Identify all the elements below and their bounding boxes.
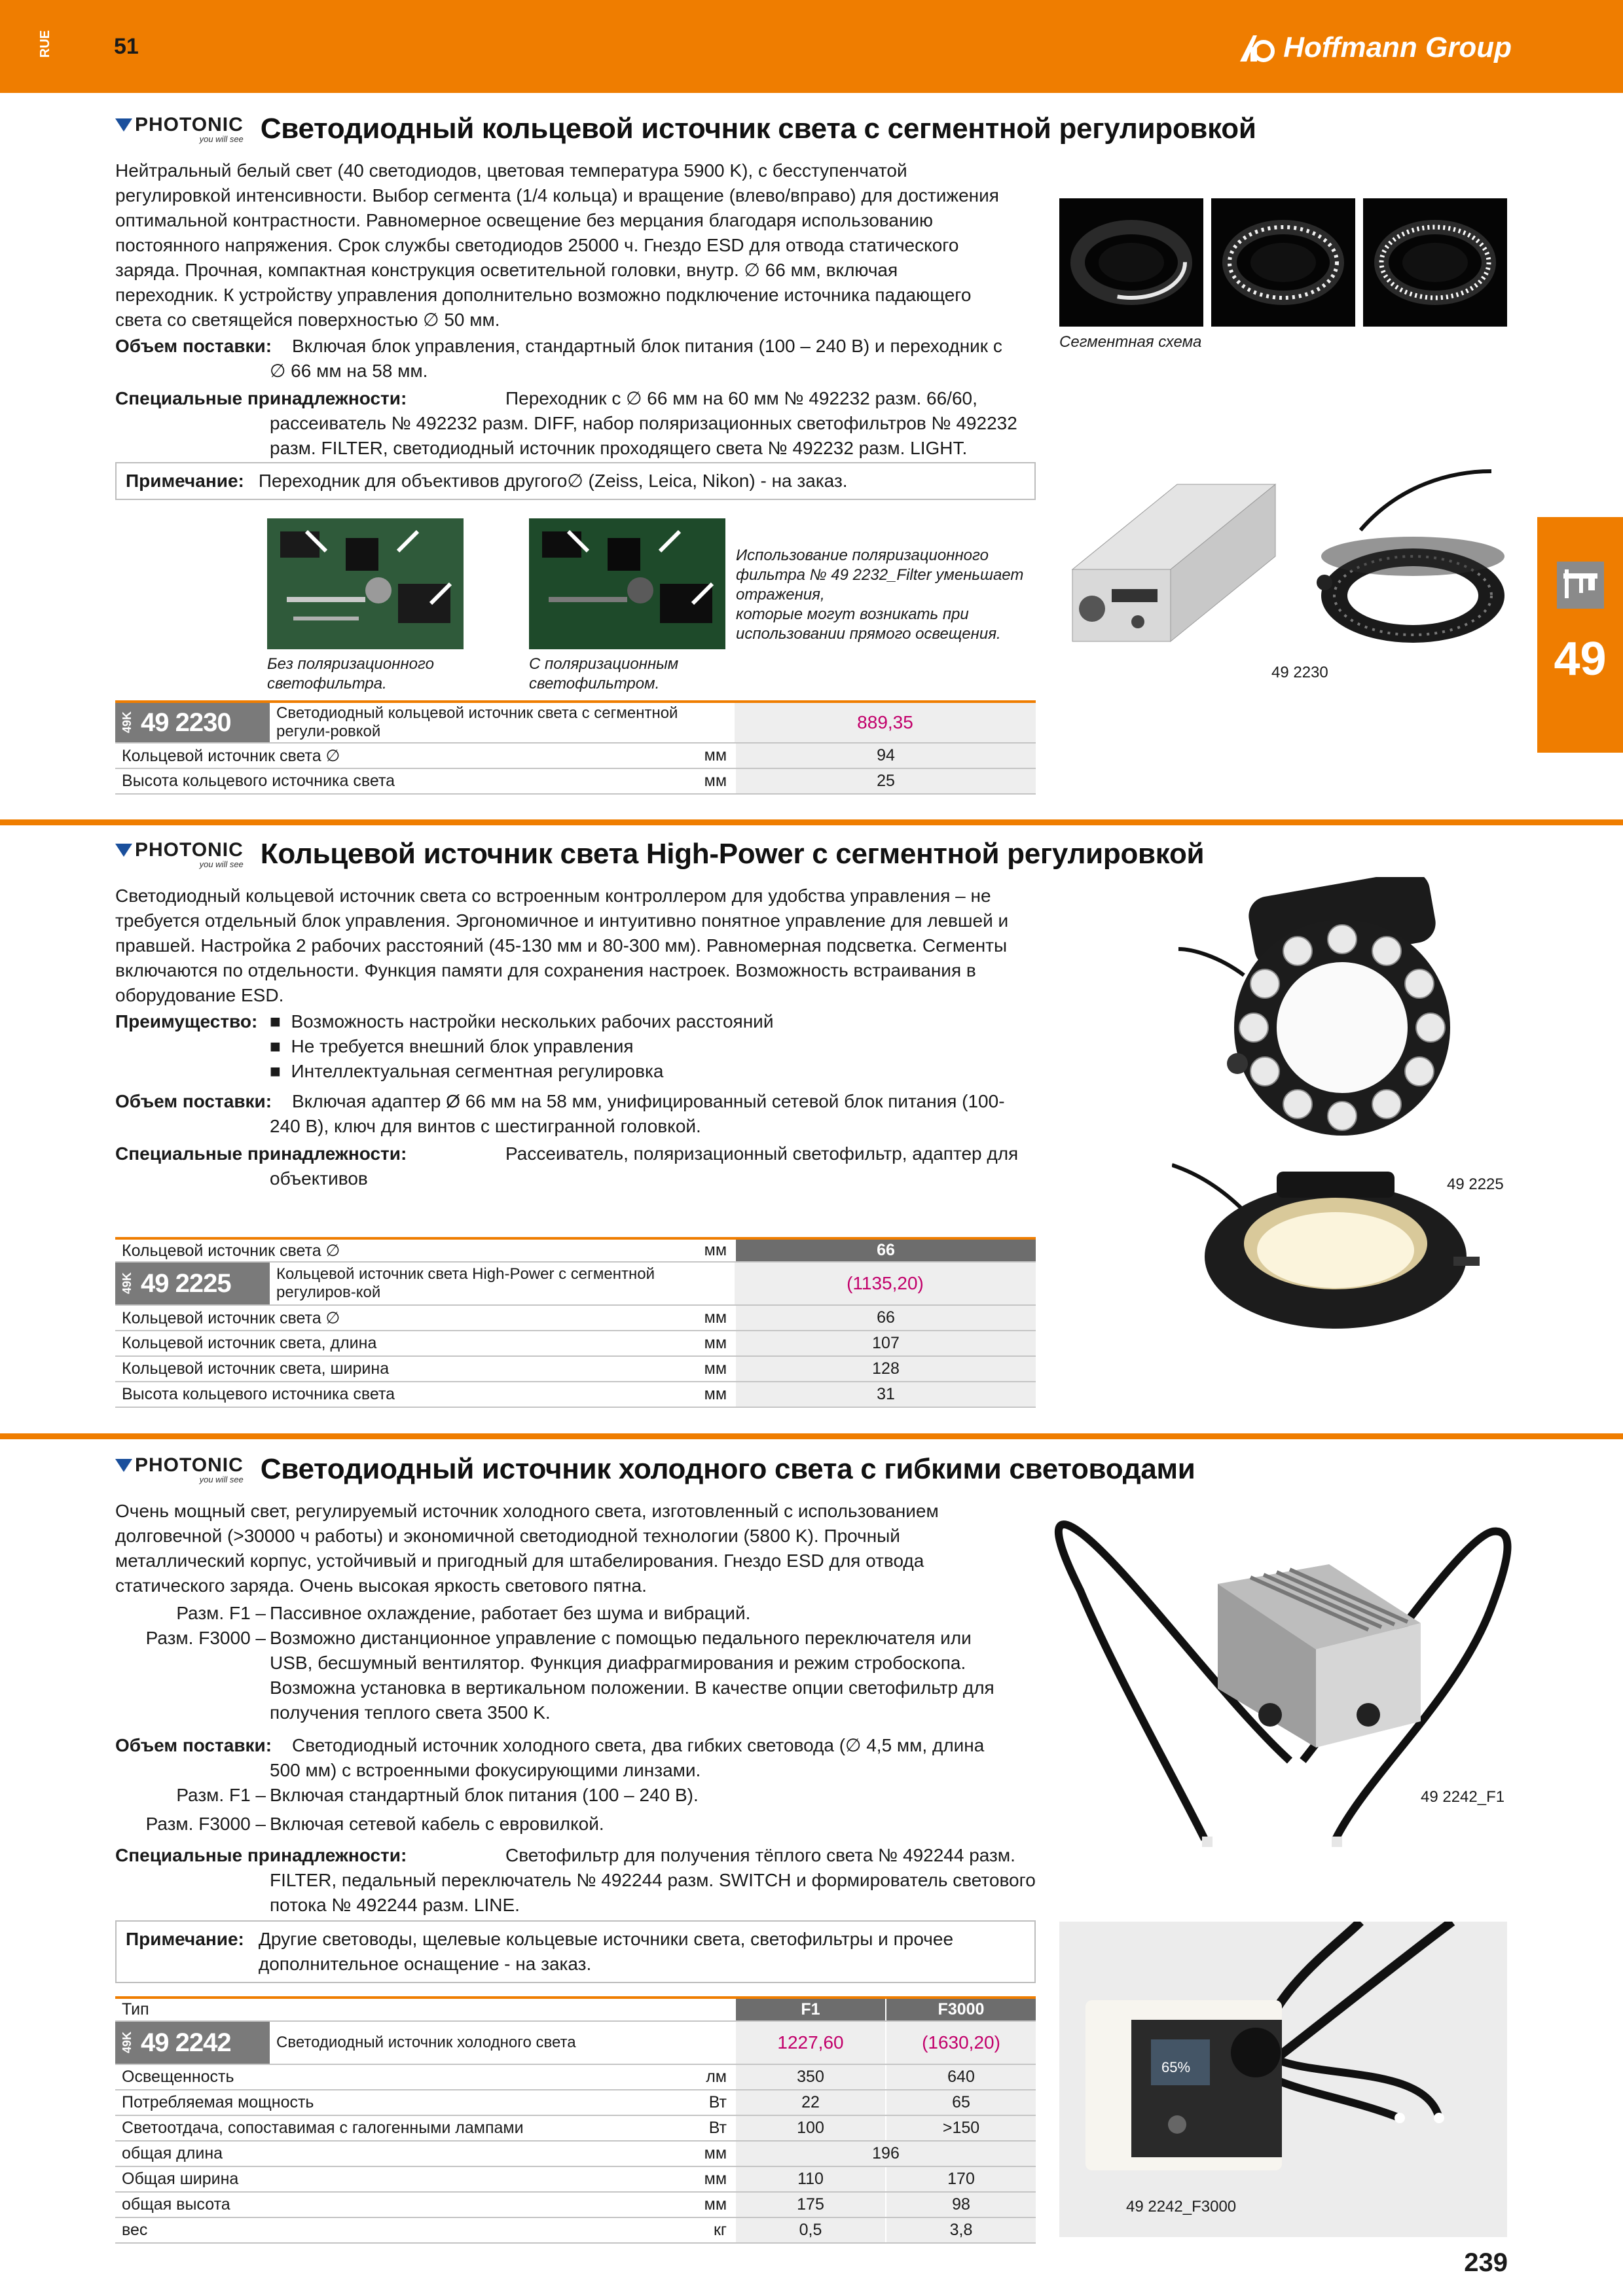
spec-value: 107 <box>735 1331 1036 1355</box>
advantage-item: Интеллектуальная сегментная регулировка <box>291 1061 664 1081</box>
variant-text: Включая стандартный блок питания (100 – 240 В). <box>270 1785 699 1805</box>
desc-line: долговечной (>30000 ч работы) и экономичной светодиодной технологии (5800 K). Прочный <box>115 1526 900 1546</box>
article-price-f1: 1227,60 <box>735 2022 885 2064</box>
desc-line: оборудование ESD. <box>115 985 284 1005</box>
spec-name: Высота кольцевого источника света <box>122 1385 395 1403</box>
spec-name: Общая ширина <box>122 2170 239 2188</box>
article-number: 49 2242 <box>141 2028 231 2057</box>
caption-line: С поляризационным <box>529 655 679 673</box>
product-image-492230 <box>1059 445 1511 668</box>
photonic-triangle-icon <box>115 1459 132 1472</box>
section-divider <box>0 819 1623 825</box>
spec-name: Кольцевой источник света ∅ <box>122 1241 340 1260</box>
desc-line: света со светящейся поверхностью ∅ 50 мм. <box>115 310 500 330</box>
article-row[interactable] <box>115 700 1036 744</box>
section3-description <box>115 1499 1045 1598</box>
note-text: Другие световоды, щелевые кольцевые источники света, светофильтры и прочее <box>258 1929 954 1949</box>
spec-unit: мм <box>704 1334 727 1352</box>
spec-value: 66 <box>735 1306 1036 1330</box>
caption-line: Без поляризационного <box>267 655 434 673</box>
note-text: дополнительное оснащение - на заказ. <box>258 1954 592 1974</box>
page-number: 239 <box>1464 2248 1508 2277</box>
article-badge <box>115 703 270 742</box>
photonic-logo <box>115 1456 244 1484</box>
spec-unit: лм <box>706 2068 727 2086</box>
segment-image-3 <box>1363 198 1507 327</box>
section2-advantages <box>115 1009 1045 1084</box>
spec-unit: мм <box>704 745 727 764</box>
spec-unit: мм <box>704 1308 727 1327</box>
desc-line: переходник. К устройству управления дополнительно возможно подключение источника падающего <box>115 285 972 305</box>
filter-caption <box>736 546 1023 644</box>
spec-unit: мм <box>704 1385 727 1403</box>
section1-accessories <box>115 386 1045 461</box>
table-header-row <box>115 1996 1036 2022</box>
spec-unit: мм <box>704 1240 727 1259</box>
variant-text: получения теплого света 3500 K. <box>270 1702 551 1723</box>
product-image-492225-top <box>1172 877 1473 1139</box>
advantage-item: Не требуется внешний блок управления <box>291 1036 634 1056</box>
spec-name: Потребляемая мощность <box>122 2093 314 2111</box>
section3-title: Светодиодный источник холодного света с гибкими световодами <box>260 1453 1195 1485</box>
spec-value-f1: 0,5 <box>735 2218 885 2242</box>
f3000-illustration <box>1059 1922 1507 2237</box>
article-description: Кольцевой источник света High-Power с сегментной регулиров-кой <box>276 1265 655 1301</box>
segment-image-1 <box>1059 198 1203 327</box>
caption-line: использовании прямого освещения. <box>736 625 1001 643</box>
product-image-492242-f1 <box>1054 1499 1512 1865</box>
supply-text: 240 В), ключ для винтов с шестигранной головкой. <box>270 1116 701 1136</box>
spec-name: общая длина <box>122 2144 223 2162</box>
note-label: Примечание: <box>126 1929 244 1949</box>
accessories-text: потока № 492244 разм. LINE. <box>270 1895 520 1915</box>
caption-line: светофильтром. <box>529 675 660 692</box>
desc-line: оптимальной контрастности. Равномерное освещение без мерцания благодаря использованию <box>115 210 934 230</box>
spec-name: Высота кольцевого источника света <box>122 772 395 790</box>
product-caption-f3000: 49 2242_F3000 <box>1126 2198 1237 2215</box>
article-prefix: 49K <box>120 1272 134 1295</box>
logo-name: PHOTONIC <box>135 113 244 135</box>
table-row <box>115 2116 1036 2142</box>
table-row <box>115 2193 1036 2218</box>
pcb-caption-1 <box>267 655 434 694</box>
note-label: Примечание: <box>126 471 244 491</box>
supply-label: Объем поставки: <box>115 336 272 356</box>
photonic-logo <box>115 115 244 143</box>
product-image-492225-bottom <box>1172 1158 1480 1342</box>
photonic-triangle-icon <box>115 118 132 132</box>
section-divider <box>0 1433 1623 1439</box>
f3000-screen-readout: 65% <box>1161 2059 1191 2075</box>
article-number: 49 2230 <box>141 708 231 737</box>
advantage-label: Преимущество: <box>115 1011 258 1031</box>
article-badge <box>115 2022 270 2064</box>
article-number: 49 2225 <box>141 1268 231 1298</box>
photonic-logo <box>115 840 244 869</box>
spec-value-f1: 350 <box>735 2065 885 2089</box>
product-caption-492230: 49 2230 <box>1271 664 1328 681</box>
spec-unit: Вт <box>708 2093 727 2111</box>
section2-title: Кольцевой источник света High-Power с сегментной регулировкой <box>260 838 1205 870</box>
supply-text: Включая блок управления, стандартный блок питания (100 – 240 В) и переходник с <box>292 336 1002 356</box>
table-row <box>115 1382 1036 1408</box>
accessories-text: Рассеиватель, поляризационный светофильтр, адаптер для <box>505 1143 1019 1164</box>
table-header-row <box>115 1237 1036 1263</box>
section2-description <box>115 884 1045 1008</box>
segment-caption: Сегментная схема <box>1059 333 1202 351</box>
bullet: ■ <box>270 1061 291 1081</box>
accessories-text: объективов <box>270 1168 368 1189</box>
spec-value-f3000: 640 <box>885 2065 1036 2089</box>
spec-value-f1: 110 <box>735 2167 885 2191</box>
spec-unit: мм <box>704 2195 727 2214</box>
section1-supply <box>115 334 1045 384</box>
segment-image-2 <box>1211 198 1355 327</box>
chapter-number: 49 <box>1554 633 1607 685</box>
table-row <box>115 2065 1036 2090</box>
supply-text: Включая адаптер Ø 66 мм на 58 мм, унифицированный сетевой блок питания (100- <box>292 1091 1005 1111</box>
supply-text: ∅ 66 мм на 58 мм. <box>270 361 428 381</box>
desc-line: заряда. Прочная, компактная конструкция осветительной головки, внутр. ∅ 66 мм, включая <box>115 260 898 280</box>
logo-name: PHOTONIC <box>135 1454 244 1476</box>
article-description: Светодиодный источник холодного света <box>276 2034 576 2051</box>
pcb-image-with-filter <box>529 518 725 649</box>
variant-label: Разм. F3000 – <box>145 1628 266 1648</box>
supply-text: Светодиодный источник холодного света, два гибких световода (∅ 4,5 мм, длина <box>292 1735 985 1755</box>
spec-name: общая высота <box>122 2195 230 2214</box>
spec-value: 128 <box>735 1357 1036 1381</box>
supply-text: 500 мм) с встроенными фокусирующими линзами. <box>270 1760 701 1780</box>
desc-line: регулировкой интенсивности. Выбор сегмента (1/4 кольца) и вращение (влево/вправо) для достижения <box>115 185 999 206</box>
caption-line: которые могут возникать при <box>736 605 969 623</box>
spec-unit: мм <box>704 2170 727 2188</box>
spec-value-f3000: 170 <box>885 2167 1036 2191</box>
type-label: Тип <box>122 2000 149 2018</box>
section3-supply <box>115 1733 1045 1837</box>
caption-line: фильтра № 49 2232_Filter уменьшает <box>736 566 1024 584</box>
spec-name: Кольцевой источник света ∅ <box>122 1308 340 1327</box>
spec-value-f1: 22 <box>735 2090 885 2115</box>
table-row <box>115 1357 1036 1382</box>
variant-label: Разм. F1 – <box>176 1785 266 1805</box>
section3-table <box>115 1996 1036 2244</box>
table-row <box>115 769 1036 795</box>
desc-line: металлический корпус, устойчивый и пригодный для штабелирования. Гнездо ESD для отвода <box>115 1551 924 1571</box>
spec-name: Светоотдача, сопоставимая с галогенными лампами <box>122 2119 524 2137</box>
article-badge <box>115 1263 270 1304</box>
table-row <box>115 2218 1036 2244</box>
table-row <box>115 1306 1036 1331</box>
logo-tagline: you will see <box>199 134 244 144</box>
article-description: Светодиодный кольцевой источник света с сегментной регули-ровкой <box>276 704 678 740</box>
spec-value-f3000: >150 <box>885 2116 1036 2140</box>
desc-line: постоянного напряжения. Срок службы светодиодов 25000 ч. Гнездо ESD для отвода статического <box>115 235 959 255</box>
section1-heading <box>115 113 1256 145</box>
variant-text: Возможно дистанционное управление с помощью педального переключателя или <box>270 1628 972 1648</box>
accessories-text: FILTER, педальный переключатель № 492244 разм. SWITCH и формирователь светового <box>270 1870 1036 1890</box>
spec-name: Кольцевой источник света ∅ <box>122 746 340 765</box>
spec-unit: кг <box>713 2221 727 2239</box>
desc-line: Нейтральный белый свет (40 светодиодов, цветовая температура 5900 K), с бесступенчатой <box>115 160 907 181</box>
section3-variants <box>115 1601 1045 1725</box>
article-prefix: 49K <box>120 711 134 734</box>
table-row <box>115 2167 1036 2193</box>
section3-heading <box>115 1453 1195 1486</box>
variant-text: USB, бесшумный вентилятор. Функция диафрагмирования и режим стробоскопа. <box>270 1653 966 1673</box>
variant-f3000-header: F3000 <box>885 1999 1036 2020</box>
accessories-text: рассеиватель № 492232 разм. DIFF, набор поляризационных светофильтров № 492232 <box>270 413 1017 433</box>
spec-value: 196 <box>735 2142 1036 2166</box>
language-code: RUE <box>38 30 52 58</box>
spec-unit: Вт <box>708 2119 727 2137</box>
variant-label: Разм. F3000 – <box>145 1814 266 1834</box>
variant-text: Пассивное охлаждение, работает без шума и вибраций. <box>270 1603 751 1623</box>
pcb-caption-2 <box>529 655 678 694</box>
desc-line: требуется отдельный блок управления. Эргономичное и интуитивно понятное управление для левшей и <box>115 910 1009 931</box>
section1-title: Светодиодный кольцевой источник света с сегментной регулировкой <box>260 113 1256 145</box>
table-row <box>115 1331 1036 1357</box>
bullet: ■ <box>270 1036 291 1056</box>
photonic-triangle-icon <box>115 844 132 857</box>
spec-value: 66 <box>735 1240 1036 1261</box>
bullet: ■ <box>270 1011 291 1031</box>
spec-value: 25 <box>735 769 1036 793</box>
supply-label: Объем поставки: <box>115 1735 272 1755</box>
spec-unit: мм <box>704 772 727 790</box>
article-price-f3000: (1630,20) <box>885 2022 1036 2064</box>
variant-f1-header: F1 <box>735 1999 885 2020</box>
spec-name: вес <box>122 2221 148 2239</box>
accessories-text: Переходник с ∅ 66 мм на 60 мм № 492232 разм. 66/60, <box>505 388 977 408</box>
caption-line: светофильтра. <box>267 675 387 692</box>
product-image-492242-f3000 <box>1059 1922 1507 2237</box>
section3-accessories <box>115 1843 1045 1918</box>
spec-value-f1: 175 <box>735 2193 885 2217</box>
desc-line: правшей. Настройка 2 рабочих расстояний (45-130 мм и 80-300 мм). Равномерная подсветка. Сегменты <box>115 935 1008 956</box>
brand-logo <box>1237 31 1512 64</box>
logo-tagline: you will see <box>199 1474 244 1484</box>
article-price: (1135,20) <box>735 1263 1036 1304</box>
section1-description <box>115 158 1045 332</box>
chapter-tab[interactable] <box>1537 517 1623 753</box>
accessories-label: Специальные принадлежности: <box>115 388 407 408</box>
accessories-label: Специальные принадлежности: <box>115 1143 407 1164</box>
hoffmann-logo-icon <box>1237 31 1277 64</box>
supply-label: Объем поставки: <box>115 1091 272 1111</box>
product-caption-f1: 49 2242_F1 <box>1421 1788 1505 1806</box>
spec-value: 94 <box>735 744 1036 768</box>
page-header <box>0 0 1623 93</box>
table-row <box>115 2142 1036 2167</box>
spec-value-f3000: 3,8 <box>885 2218 1036 2242</box>
section2-accessories <box>115 1141 1045 1191</box>
spec-name: Освещенность <box>122 2068 234 2086</box>
section2-supply <box>115 1089 1045 1139</box>
spec-name: Кольцевой источник света, длина <box>122 1334 377 1352</box>
table-row <box>115 2090 1036 2116</box>
note-text: Переходник для объективов другого∅ (Zeiss, Leica, Nikon) - на заказ. <box>258 471 848 491</box>
desc-line: статического заряда. Очень высокая яркость светового пятна. <box>115 1575 647 1596</box>
advantage-item: Возможность настройки нескольких рабочих расстояний <box>291 1011 774 1031</box>
variant-label: Разм. F1 – <box>176 1603 266 1623</box>
variant-text: Включая сетевой кабель с евровилкой. <box>270 1814 604 1834</box>
article-prefix: 49K <box>120 2032 134 2054</box>
desc-line: включаются по отдельности. Функция памяти для сохранения настроек. Возможность встраивания в <box>115 960 976 980</box>
desc-line: Светодиодный кольцевой источник света со встроенным контроллером для удобства управления – не <box>115 886 991 906</box>
spec-value-f3000: 98 <box>885 2193 1036 2217</box>
spec-value-f1: 100 <box>735 2116 885 2140</box>
spec-unit: мм <box>704 1359 727 1378</box>
variant-text: Возможна установка в вертикальном положении. В качестве опции светофильтр для <box>270 1677 994 1698</box>
caption-line: отражения, <box>736 586 825 603</box>
catalog-number: 51 <box>114 34 139 59</box>
section3-note <box>115 1920 1036 1983</box>
logo-name: PHOTONIC <box>135 838 244 861</box>
caption-line: Использование поляризационного <box>736 547 989 564</box>
caliper-icon <box>1556 560 1605 610</box>
accessories-label: Специальные принадлежности: <box>115 1845 407 1865</box>
section2-heading <box>115 838 1204 870</box>
spec-name: Кольцевой источник света, ширина <box>122 1359 390 1378</box>
spec-unit: мм <box>704 2144 727 2162</box>
section1-note <box>115 462 1036 500</box>
pcb-image-without-filter <box>267 518 464 649</box>
accessories-text: Светофильтр для получения тёплого света № 492244 разм. <box>505 1845 1015 1865</box>
section2-table <box>115 1237 1036 1408</box>
spec-value-f3000: 65 <box>885 2090 1036 2115</box>
table-row <box>115 744 1036 769</box>
brand-name: Hoffmann Group <box>1283 31 1512 63</box>
section1-table <box>115 700 1036 795</box>
desc-line: Очень мощный свет, регулируемый источник холодного света, изготовленный с использованием <box>115 1501 939 1521</box>
article-row[interactable] <box>115 2022 1036 2065</box>
logo-tagline: you will see <box>199 859 244 869</box>
spec-value: 31 <box>735 1382 1036 1407</box>
article-row[interactable] <box>115 1263 1036 1306</box>
product-caption-492225: 49 2225 <box>1447 1175 1504 1193</box>
accessories-text: разм. FILTER, светодиодный источник проходящего света № 492232 разм. LIGHT. <box>270 438 968 458</box>
article-price: 889,35 <box>735 703 1036 742</box>
